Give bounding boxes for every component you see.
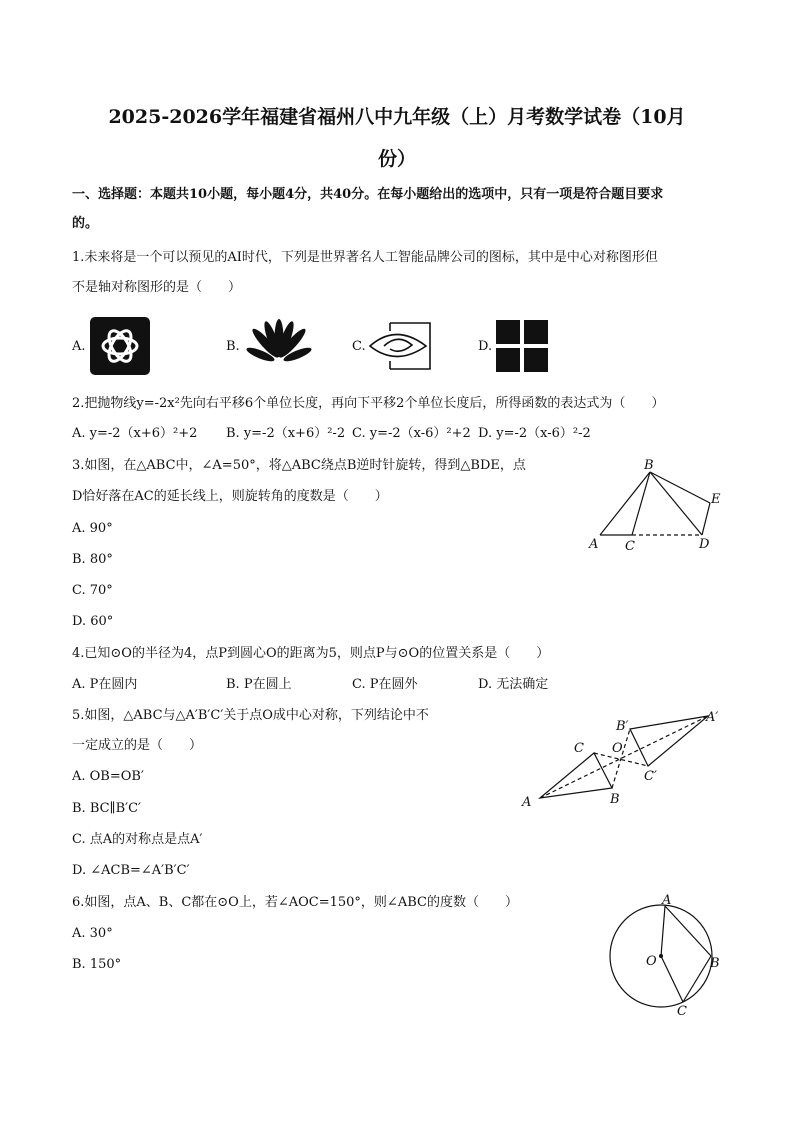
q1-stem-cont: 不是轴对称图形的是（ ） [72, 280, 242, 295]
q3-option-d: D. 60° [72, 614, 114, 629]
openai-logo-icon [90, 317, 150, 375]
q6-option-a: A. 30° [72, 926, 113, 941]
q6-circle-figure [600, 890, 730, 1020]
q6-label-c: C [677, 1004, 687, 1019]
q4-option-c: C. P在圆外 [352, 677, 418, 692]
q3-label-b: B [644, 458, 654, 473]
section1-header-cont: 的。 [72, 216, 99, 231]
q5-label-a-prime: A′ [706, 710, 719, 725]
q6-label-o: O [646, 954, 657, 969]
q1-option-a-label: A. [72, 339, 86, 354]
q3-label-c: C [625, 539, 635, 554]
q3-triangle-figure [584, 455, 724, 555]
q3-option-b: B. 80° [72, 552, 113, 567]
q4-stem: 4.已知⊙O的半径为4，点P到圆心O的距离为5，则点P与⊙O的位置关系是（ ） [72, 646, 550, 661]
q5-stem: 5.如图，△ABC与△A′B′C′关于点O成中心对称，下列结论中不 [72, 708, 429, 723]
q4-option-a: A. P在圆内 [72, 677, 138, 692]
q2-option-b: B. y=-2（x+6）²-2 [226, 426, 346, 441]
q1-stem: 1.未来将是一个可以预见的AI时代，下列是世界著名人工智能品牌公司的图标，其中是中心对称图形但 [72, 250, 658, 265]
q5-option-b: B. BC∥B′C′ [72, 801, 141, 816]
q5-label-c-prime: C′ [644, 769, 657, 784]
q4-option-b: B. P在圆上 [226, 677, 292, 692]
section1-header: 一、选择题：本题共10小题，每小题4分，共40分。在每小题给出的选项中，只有一项是符合题目要求 [72, 187, 664, 202]
q3-label-e: E [711, 492, 721, 507]
exam-title-line1: 2025-2026学年福建省福州八中九年级（上）月考数学试卷（10月 [108, 106, 686, 128]
q3-option-a: A. 90° [72, 521, 113, 536]
q5-label-b: B [610, 792, 620, 807]
q5-label-a: A [522, 795, 532, 810]
q1-option-d-label: D. [478, 339, 493, 354]
q1-option-c-label: C. [352, 339, 366, 354]
q3-option-c: C. 70° [72, 583, 113, 598]
q2-stem: 2.把抛物线y=-2x²先向右平移6个单位长度，再向下平移2个单位长度后，所得函数的表达式为（ ） [72, 396, 665, 411]
q2-option-d: D. y=-2（x-6）²-2 [478, 426, 591, 441]
q5-label-o: O [612, 741, 623, 756]
q1-option-b-label: B. [226, 339, 240, 354]
microsoft-logo-icon [496, 320, 548, 372]
q3-label-a: A [589, 537, 599, 552]
q5-central-symmetry-figure [516, 704, 726, 810]
q4-option-d: D. 无法确定 [478, 677, 549, 692]
q3-label-d: D [699, 537, 710, 552]
q6-option-b: B. 150° [72, 957, 122, 972]
q5-option-c: C. 点A的对称点是点A′ [72, 832, 203, 847]
q5-stem-cont: 一定成立的是（ ） [72, 738, 203, 753]
huawei-logo-icon [244, 318, 314, 370]
q5-option-a: A. OB=OB′ [72, 769, 144, 784]
q3-stem-cont: D恰好落在AC的延长线上，则旋转角的度数是（ ） [72, 489, 388, 504]
nvidia-logo-icon [368, 321, 432, 371]
q5-option-d: D. ∠ACB=∠A′B′C′ [72, 863, 190, 878]
exam-title-line2: 份） [377, 148, 416, 170]
q6-label-b: B [710, 956, 720, 971]
q5-label-b-prime: B′ [616, 719, 629, 734]
q2-option-c: C. y=-2（x-6）²+2 [352, 426, 471, 441]
q3-stem: 3.如图，在△ABC中，∠A=50°，将△ABC绕点B逆时针旋转，得到△BDE，点 [72, 458, 526, 473]
q2-option-a: A. y=-2（x+6）²+2 [72, 426, 198, 441]
q6-label-a: A [662, 893, 672, 908]
q5-label-c: C [574, 741, 584, 756]
q6-stem: 6.如图，点A、B、C都在⊙O上，若∠AOC=150°，则∠ABC的度数（ ） [72, 895, 518, 910]
